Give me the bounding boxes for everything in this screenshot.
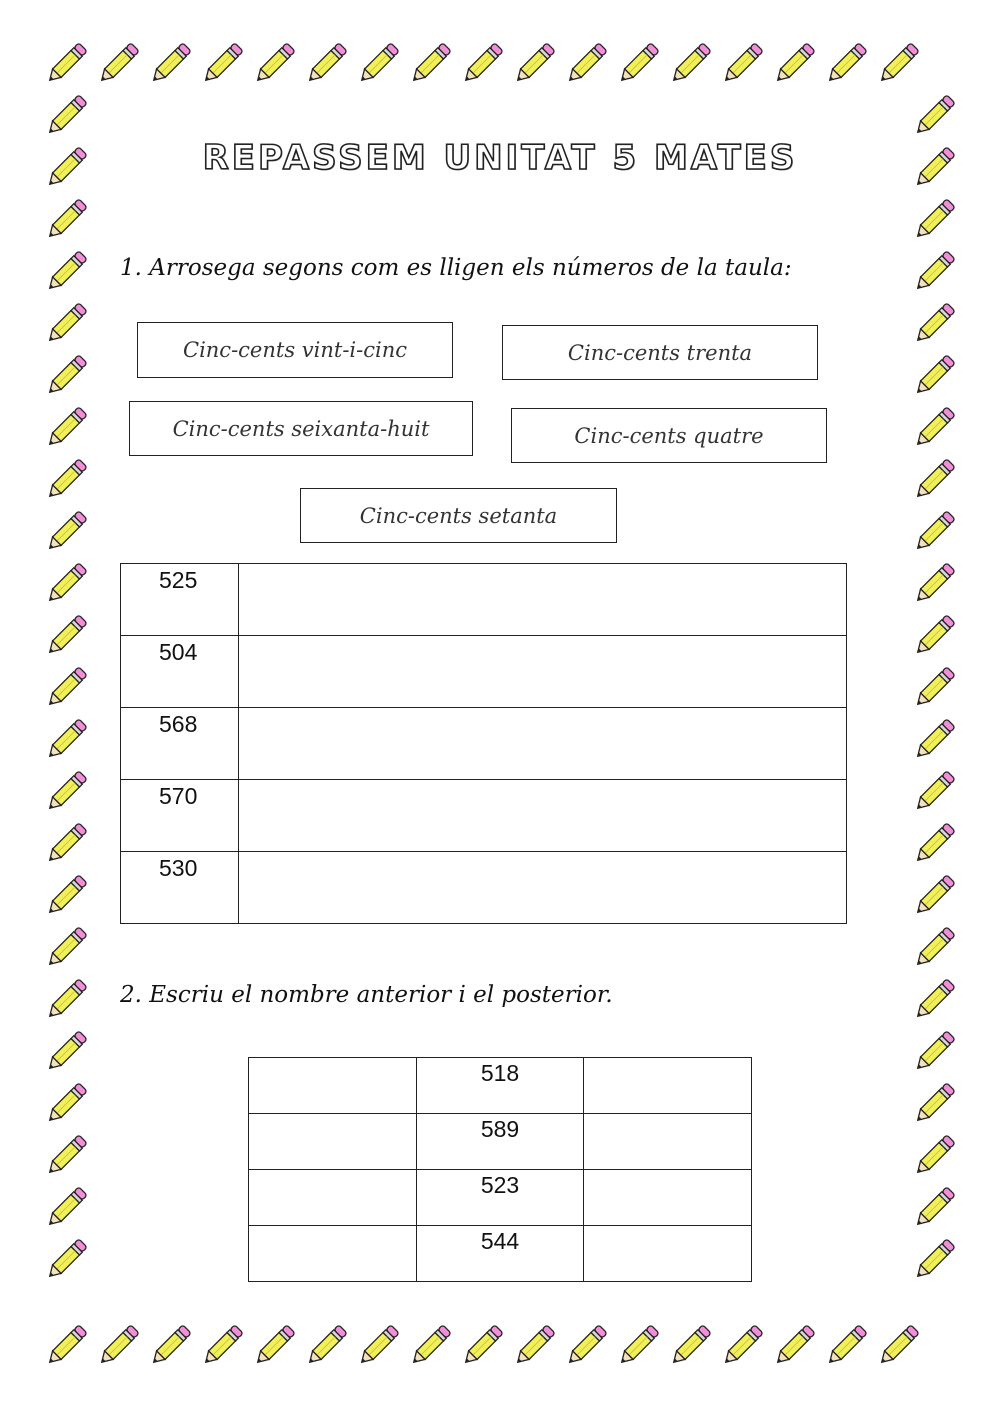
pencil-icon <box>612 1320 664 1372</box>
pencil-icon <box>908 1234 960 1286</box>
pencil-icon <box>40 766 92 818</box>
pencil-icon <box>40 402 92 454</box>
pencil-icon <box>456 38 508 90</box>
table-row <box>121 636 847 708</box>
pencil-icon <box>92 38 144 90</box>
number-cell: 518 <box>417 1058 584 1114</box>
pencil-icon <box>508 38 560 90</box>
pencil-icon <box>40 454 92 506</box>
pencil-icon <box>664 38 716 90</box>
option-card-5[interactable]: Cinc-cents setanta <box>300 488 617 543</box>
table-row <box>249 1226 752 1282</box>
pencil-icon <box>820 38 872 90</box>
pencil-icon <box>40 714 92 766</box>
number-cell: 504 <box>121 636 239 708</box>
pencil-icon <box>908 922 960 974</box>
next-number-field[interactable] <box>584 1170 752 1226</box>
page-title: REPASSEM UNITAT 5 MATES <box>202 138 798 178</box>
drop-zone[interactable] <box>238 564 846 636</box>
pencil-icon <box>908 506 960 558</box>
pencil-icon <box>92 1320 144 1372</box>
pencil-icon <box>40 974 92 1026</box>
table-row <box>249 1114 752 1170</box>
pencil-icon <box>908 714 960 766</box>
pencil-icon <box>908 766 960 818</box>
previous-number-field[interactable] <box>249 1114 417 1170</box>
pencil-icon <box>40 870 92 922</box>
pencil-icon <box>716 38 768 90</box>
table-row <box>121 852 847 924</box>
table-row <box>249 1058 752 1114</box>
pencil-icon <box>768 38 820 90</box>
pencil-icon <box>908 610 960 662</box>
pencil-icon <box>664 1320 716 1372</box>
pencil-icon <box>40 298 92 350</box>
previous-next-table <box>248 1057 752 1282</box>
pencil-icon <box>908 1182 960 1234</box>
pencil-icon <box>908 194 960 246</box>
pencil-icon <box>196 38 248 90</box>
drop-zone[interactable] <box>238 708 846 780</box>
pencil-icon <box>908 246 960 298</box>
number-cell: 523 <box>417 1170 584 1226</box>
table-row <box>249 1170 752 1226</box>
pencil-icon <box>908 870 960 922</box>
number-cell: 530 <box>121 852 239 924</box>
pencil-icon <box>40 818 92 870</box>
pencil-icon <box>40 1234 92 1286</box>
option-card-2[interactable]: Cinc-cents trenta <box>502 325 818 380</box>
pencil-icon <box>196 1320 248 1372</box>
pencil-icon <box>872 38 924 90</box>
previous-number-field[interactable] <box>249 1226 417 1282</box>
next-number-field[interactable] <box>584 1226 752 1282</box>
pencil-icon <box>820 1320 872 1372</box>
pencil-icon <box>144 38 196 90</box>
previous-number-field[interactable] <box>249 1170 417 1226</box>
pencil-icon <box>144 1320 196 1372</box>
pencil-icon <box>300 1320 352 1372</box>
table-row <box>121 564 847 636</box>
number-cell: 589 <box>417 1114 584 1170</box>
option-card-3[interactable]: Cinc-cents seixanta-huit <box>129 401 473 456</box>
pencil-icon <box>40 1078 92 1130</box>
pencil-icon <box>40 1182 92 1234</box>
pencil-icon <box>908 1078 960 1130</box>
pencil-icon <box>40 610 92 662</box>
pencil-icon <box>908 1026 960 1078</box>
pencil-icon <box>40 558 92 610</box>
pencil-icon <box>404 38 456 90</box>
question-2-prompt: 2. Escriu el nombre anterior i el posterior. <box>120 982 613 1008</box>
pencil-icon <box>40 1130 92 1182</box>
drop-zone[interactable] <box>238 780 846 852</box>
drop-zone[interactable] <box>238 636 846 708</box>
pencil-icon <box>40 1026 92 1078</box>
pencil-icon <box>908 298 960 350</box>
pencil-icon <box>300 38 352 90</box>
pencil-icon <box>908 818 960 870</box>
number-cell: 570 <box>121 780 239 852</box>
pencil-icon <box>40 38 92 90</box>
pencil-icon <box>248 38 300 90</box>
pencil-icon <box>40 246 92 298</box>
pencil-icon <box>248 1320 300 1372</box>
pencil-icon <box>908 402 960 454</box>
drop-zone[interactable] <box>238 852 846 924</box>
number-cell: 544 <box>417 1226 584 1282</box>
pencil-icon <box>560 38 612 90</box>
pencil-icon <box>40 1320 92 1372</box>
pencil-icon <box>404 1320 456 1372</box>
pencil-icon <box>352 38 404 90</box>
question-1-prompt: 1. Arrosega segons com es lligen els números de la taula: <box>120 255 792 281</box>
next-number-field[interactable] <box>584 1058 752 1114</box>
pencil-icon <box>908 974 960 1026</box>
pencil-icon <box>768 1320 820 1372</box>
pencil-icon <box>872 1320 924 1372</box>
number-table <box>120 563 847 924</box>
pencil-icon <box>40 90 92 142</box>
option-card-4[interactable]: Cinc-cents quatre <box>511 408 827 463</box>
pencil-icon <box>908 662 960 714</box>
pencil-icon <box>508 1320 560 1372</box>
pencil-icon <box>352 1320 404 1372</box>
pencil-icon <box>456 1320 508 1372</box>
pencil-icon <box>908 558 960 610</box>
option-card-1[interactable]: Cinc-cents vint-i-cinc <box>137 322 453 378</box>
pencil-icon <box>908 454 960 506</box>
pencil-icon <box>908 90 960 142</box>
next-number-field[interactable] <box>584 1114 752 1170</box>
pencil-icon <box>612 38 664 90</box>
number-cell: 525 <box>121 564 239 636</box>
pencil-icon <box>716 1320 768 1372</box>
number-cell: 568 <box>121 708 239 780</box>
pencil-icon <box>40 506 92 558</box>
previous-number-field[interactable] <box>249 1058 417 1114</box>
pencil-icon <box>40 350 92 402</box>
table-row <box>121 708 847 780</box>
pencil-icon <box>908 350 960 402</box>
pencil-icon <box>560 1320 612 1372</box>
table-row <box>121 780 847 852</box>
pencil-icon <box>908 1130 960 1182</box>
pencil-icon <box>40 194 92 246</box>
pencil-icon <box>40 662 92 714</box>
pencil-icon <box>40 922 92 974</box>
